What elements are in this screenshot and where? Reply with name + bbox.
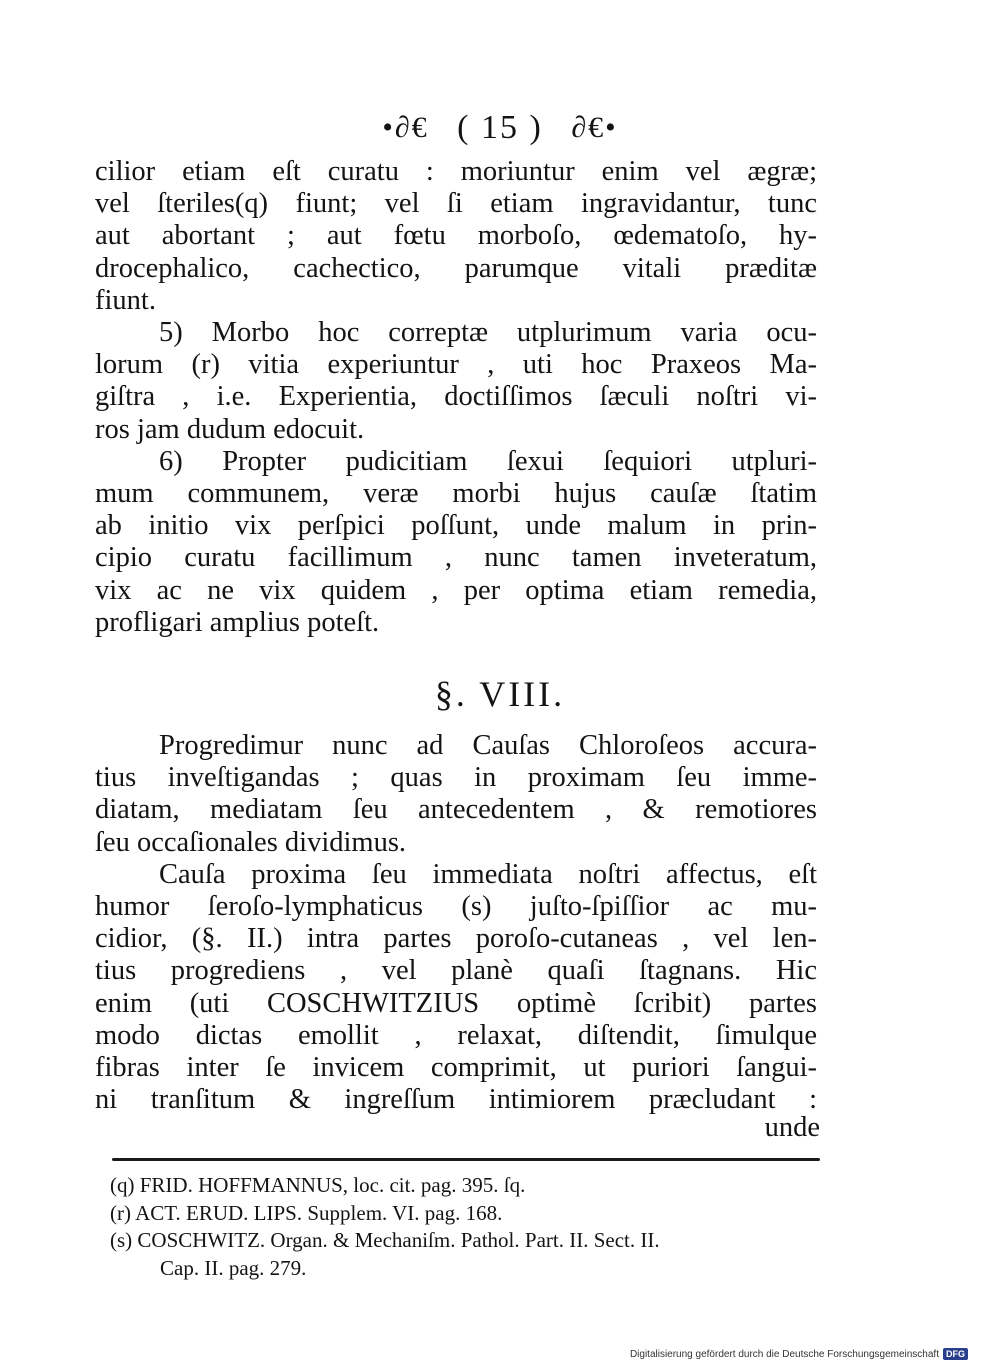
section-heading: §. VIII. <box>434 674 566 714</box>
text-line: tius progrediens , vel planè quaſi ſtagnans. Hic <box>95 955 817 987</box>
text-line: mum communem, veræ morbi hujus cauſæ ſtatim <box>95 478 817 510</box>
digitization-credit <box>630 1348 968 1360</box>
text-line: vel ſteriles(q) fiunt; vel ſi etiam ingravidantur, tunc <box>95 188 817 220</box>
dfg-logo: DFG <box>943 1348 968 1360</box>
credit-text: Digitalisierung gefördert durch die Deutsche Forschungsgemeinschaft <box>629 1348 939 1360</box>
text-line: fiunt. <box>95 284 156 316</box>
catchword: unde <box>764 1112 820 1143</box>
text-line: cipio curatu facillimum , nunc tamen inveteratum, <box>95 542 817 574</box>
footnotes <box>110 1172 830 1282</box>
text-line: vix ac ne vix quidem , per optima etiam remedia, <box>95 574 817 606</box>
text-line: enim (uti COSCHWITZIUS optimè ſcribit) partes <box>95 987 817 1019</box>
text-line: giſtra , i.e. Experientia, doctiſſimos ſæculi noſtri vi- <box>95 381 817 413</box>
text-line: ſeu occaſionales dividimus. <box>95 826 407 858</box>
top-text-block <box>95 156 817 639</box>
footnote-r: (r) ACT. ERUD. LIPS. Supplem. VI. pag. 168. <box>110 1200 503 1225</box>
text-line: 6) Propter pudicitiam ſexui ſequiori utpluri- <box>159 445 817 477</box>
footnote-rule <box>112 1158 820 1161</box>
text-line: ab initio vix perſpici poſſunt, unde malum in prin- <box>95 510 817 542</box>
footnote-s: (s) COSCHWITZ. Organ. & Mechaniſm. Pathol. Part. II. Sect. II. <box>110 1228 660 1252</box>
right-ornament: ∂€• <box>571 111 618 145</box>
text-line: ni tranſitum & ingreſſum intimiorem præcludant : <box>95 1084 817 1116</box>
text-line: fibras inter ſe invicem comprimit, ut puriori ſangui- <box>95 1052 817 1084</box>
text-line: aut abortant ; aut fœtu morboſo, œdematoſo, hy- <box>95 220 817 252</box>
text-line: Cauſa proxima ſeu immediata noſtri affectus, eſt <box>159 858 817 890</box>
text-line: profligari amplius poteſt. <box>95 606 380 638</box>
text-line: humor ſeroſo-lymphaticus (s) juſto-ſpiſſior ac mu- <box>95 891 817 923</box>
text-line: Progredimur nunc ad Cauſas Chloroſeos accura- <box>159 730 817 761</box>
footnote-q: (q) FRID. HOFFMANNUS, loc. cit. pag. 395. ſq. <box>110 1173 526 1197</box>
text-line: drocephalico, cachectico, parumque vitali præditæ <box>95 252 817 284</box>
text-line: cilior etiam eſt curatu : moriuntur enim vel ægræ; <box>95 156 817 187</box>
text-line: modo dictas emollit , relaxat, diſtendit, ſimulque <box>95 1019 817 1051</box>
text-line: diatam, mediatam ſeu antecedentem , & remotiores <box>95 794 817 826</box>
text-line: 5) Morbo hoc correptæ utplurimum varia ocu- <box>159 317 817 349</box>
text-line: lorum (r) vitia experiuntur , uti hoc Praxeos Ma- <box>95 349 817 381</box>
bottom-text-block <box>95 730 817 1116</box>
text-line: cidior, (§. II.) intra partes poroſo-cutaneas , vel len- <box>95 923 817 955</box>
text-line: ros jam dudum edocuit. <box>95 413 365 445</box>
page-header <box>0 106 1000 148</box>
left-ornament: •∂€ <box>382 111 429 145</box>
page-number: ( 15 ) <box>457 109 543 147</box>
footnote-s-continued: Cap. II. pag. 279. <box>160 1255 307 1280</box>
text-line: tius inveſtigandas ; quas in proximam ſeu imme- <box>95 762 817 794</box>
